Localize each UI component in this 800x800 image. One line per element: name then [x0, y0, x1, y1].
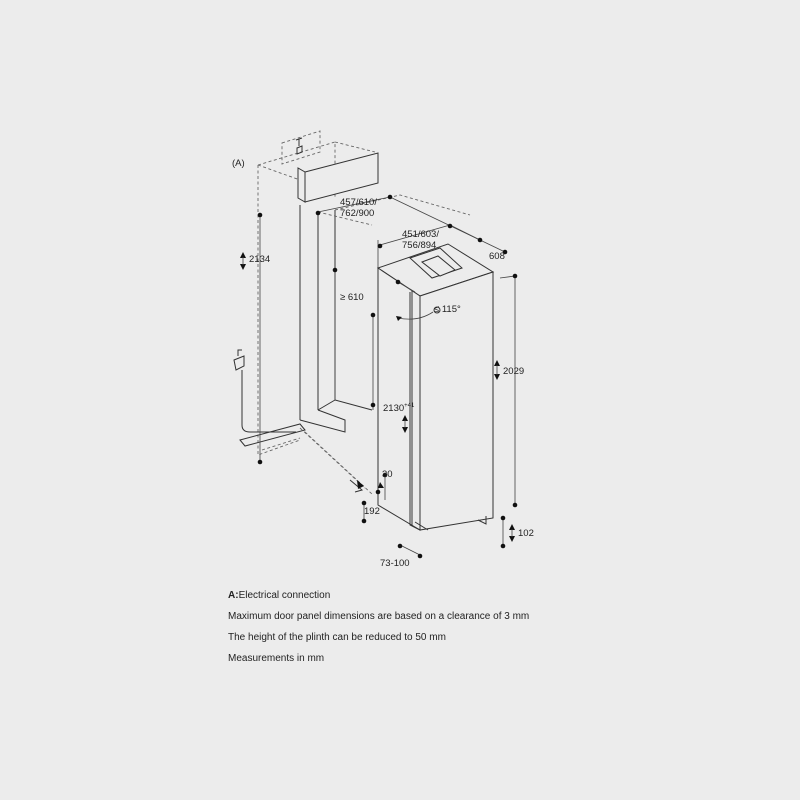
niche-width-line1: 457/610/: [340, 197, 377, 208]
notes-list: [228, 585, 748, 669]
appliance-height-label: 2029: [503, 366, 525, 377]
callout-a-label: (A): [232, 158, 245, 169]
door-offset-label: 73-100: [380, 558, 410, 569]
niche-width-label: [340, 197, 380, 219]
door-angle-label: ≤ 115°: [434, 304, 461, 315]
note-plinth: [228, 627, 748, 648]
niche-height-label: 2134: [249, 254, 271, 265]
panel-width-line1: 451/603/: [402, 229, 439, 240]
gap-30-label: 30: [382, 469, 393, 480]
plinth-height-label: 102: [518, 528, 534, 539]
water-connection-icon: [234, 350, 296, 432]
plinth-depth-label: 192: [364, 506, 380, 517]
note-text: Maximum door panel dimensions are based on a clearance of 3 mm: [228, 611, 530, 622]
top-trim: [298, 153, 378, 202]
panel-height-sup: +41: [404, 403, 415, 409]
note-door-panel: [228, 606, 748, 627]
note-text: The height of the plinth can be reduced to 50 mm: [228, 632, 446, 643]
note-text: Electrical connection: [238, 590, 331, 601]
panel-width-label: [402, 229, 442, 251]
note-key: A:: [228, 590, 239, 601]
note-units: [228, 648, 748, 669]
appliance-body: [378, 244, 493, 530]
niche-width-line2: 762/900: [340, 208, 375, 219]
electrical-socket: [282, 131, 320, 164]
note-text: Measurements in mm: [228, 653, 325, 664]
note-electrical: [228, 585, 748, 606]
niche-depth-label: ≥ 610: [340, 292, 364, 303]
panel-width-line2: 756/894: [402, 240, 437, 251]
panel-height-value: 2130: [383, 403, 405, 414]
depth-label: 608: [489, 251, 505, 262]
